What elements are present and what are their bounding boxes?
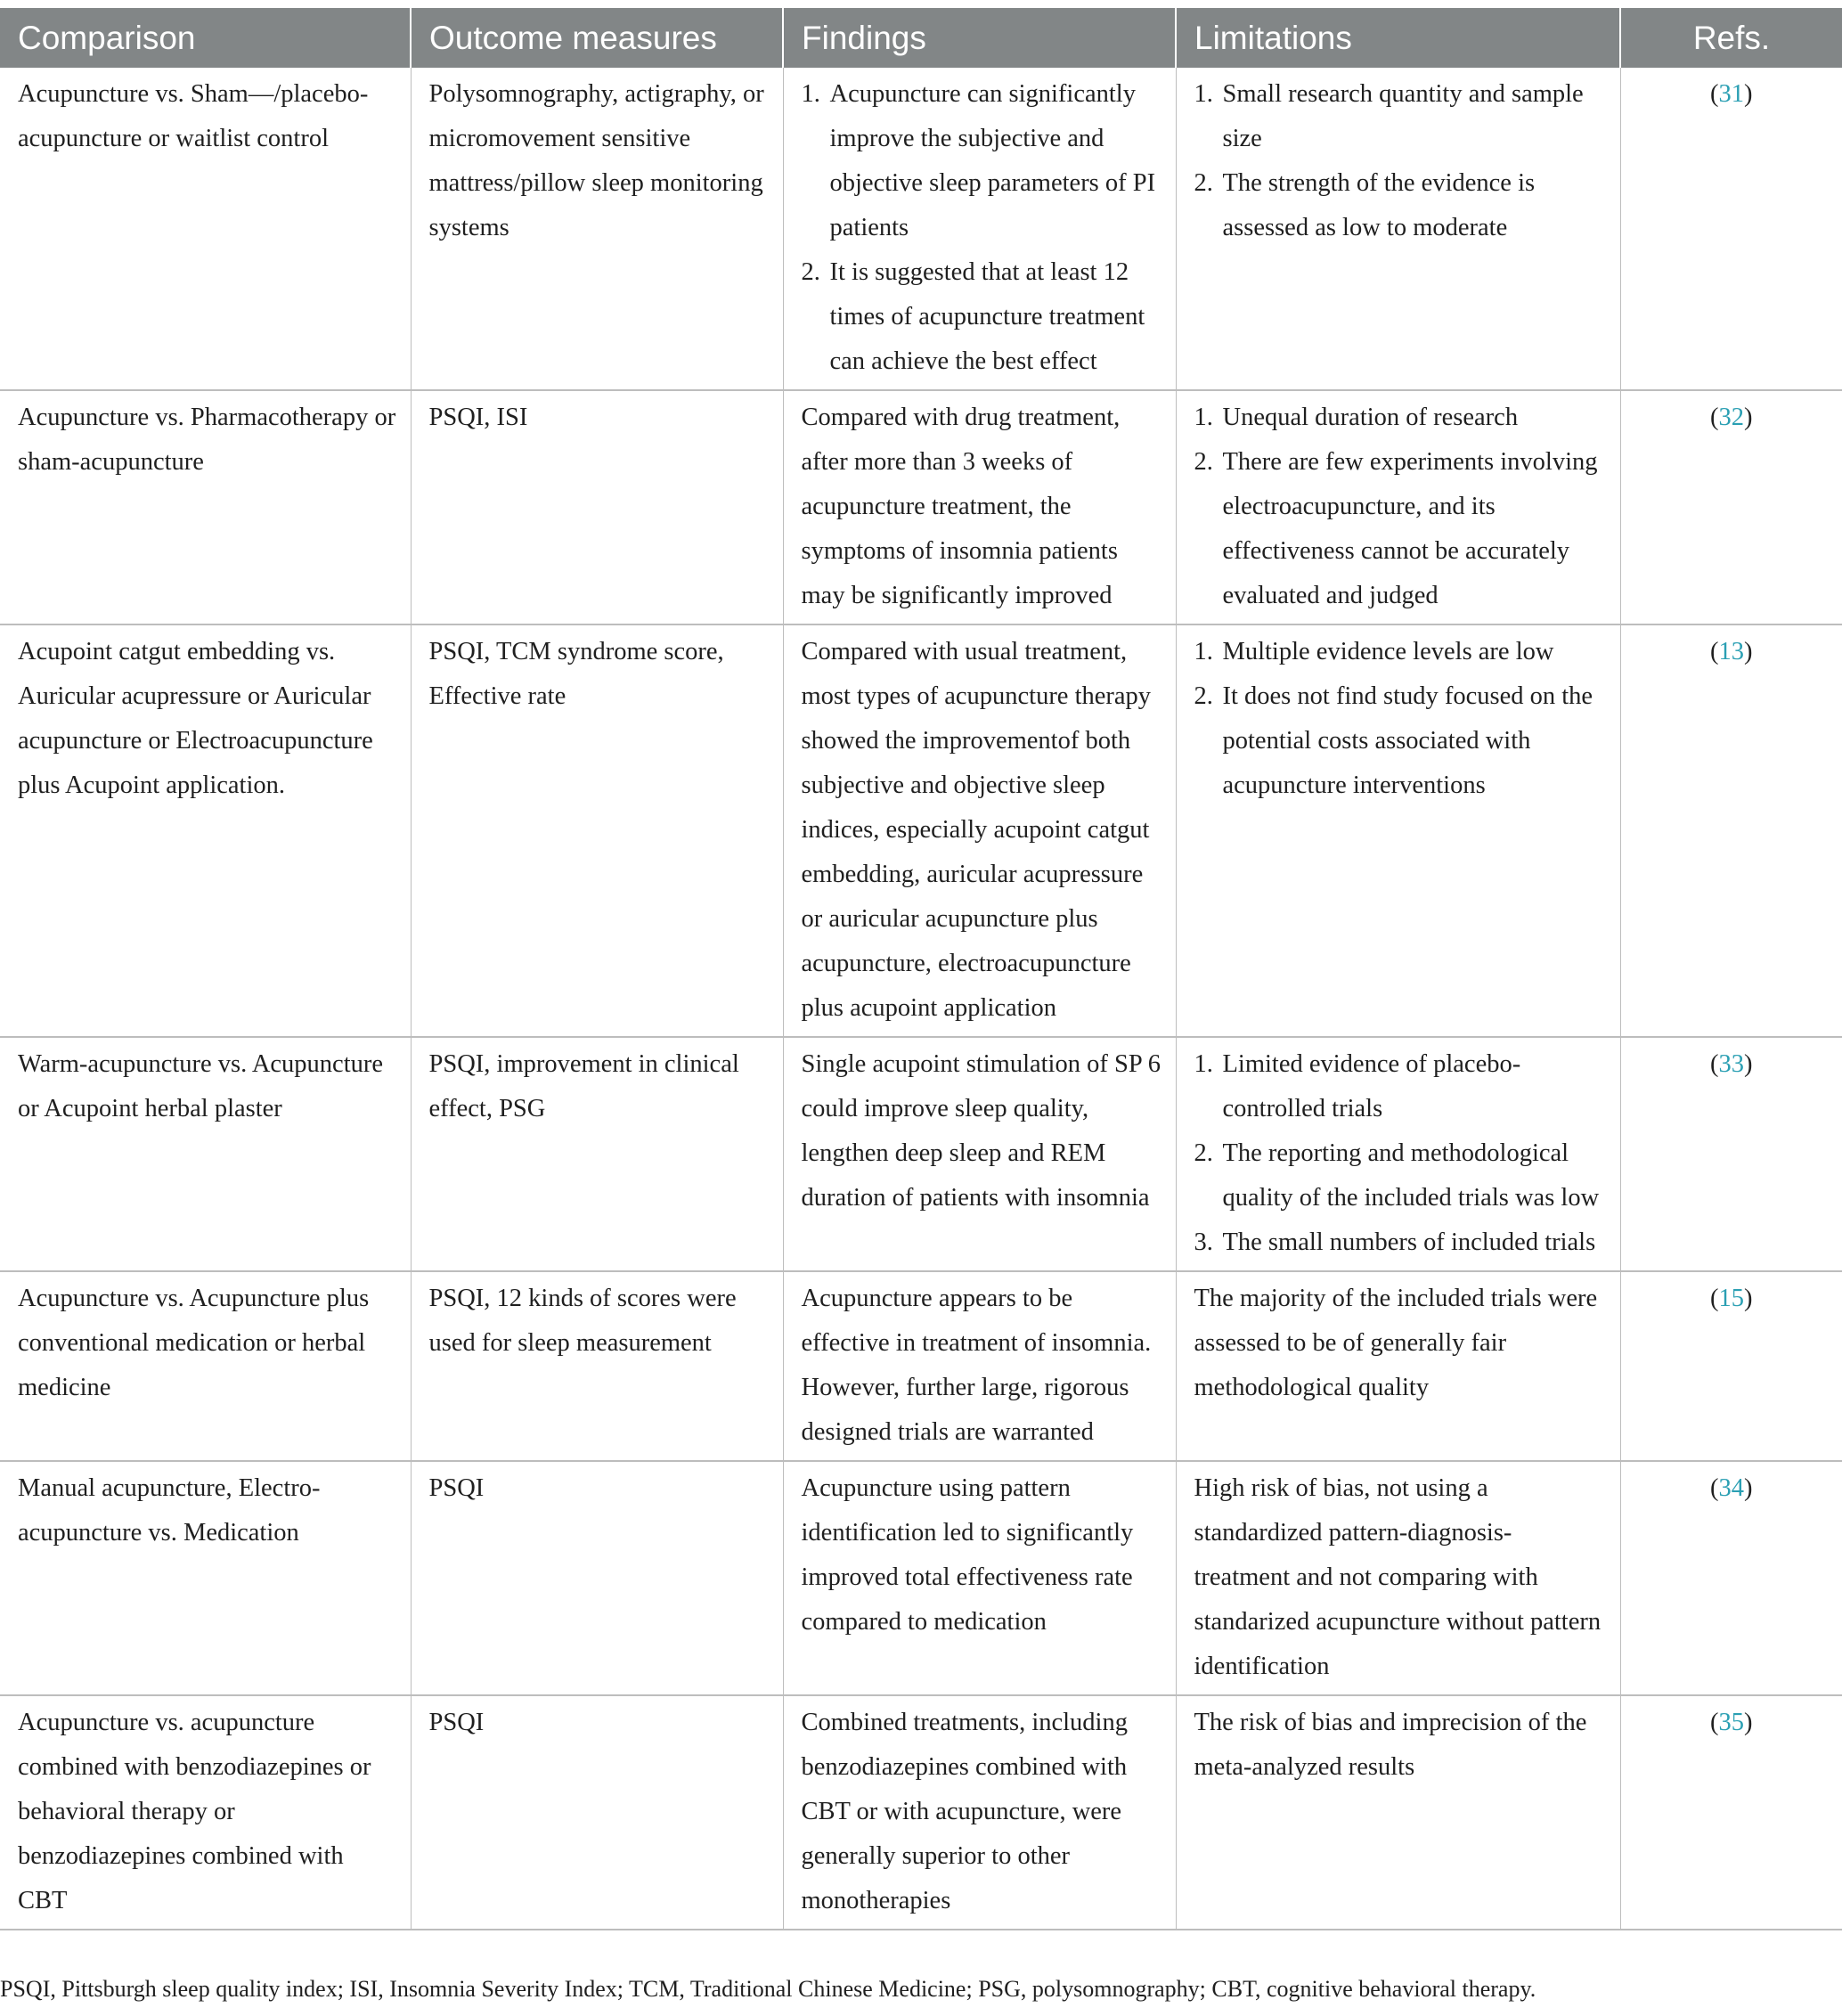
findings-cell: Acupuncture appears to be effective in treatment of insomnia. However, further large, rigorous designed trials are warranted	[783, 1271, 1176, 1461]
table-body	[0, 68, 1842, 1930]
findings-cell: Compared with drug treatment, after more than 3 weeks of acupuncture treatment, the symptoms of insomnia patients may be significantly improved	[783, 390, 1176, 624]
table-header-row	[0, 8, 1842, 68]
comparison-table	[0, 8, 1842, 1930]
refs-cell: (34)	[1620, 1461, 1842, 1695]
limitations-cell	[1176, 390, 1620, 624]
limitations-cell: The majority of the included trials were assessed to be of generally fair methodological quality	[1176, 1271, 1620, 1461]
findings-cell	[783, 68, 1176, 390]
reference-link[interactable]: 13	[1718, 638, 1744, 665]
comparison-cell: Acupuncture vs. Acupuncture plus conventional medication or herbal medicine	[0, 1271, 411, 1461]
table-row	[0, 1271, 1842, 1461]
comparison-cell: Acupoint catgut embedding vs. Auricular acupressure or Auricular acupuncture or Electroacupuncture plus Acupoint application.	[0, 624, 411, 1037]
comparison-cell: Warm-acupuncture vs. Acupuncture or Acupoint herbal plaster	[0, 1037, 411, 1271]
list-item: The strength of the evidence is assessed as low to moderate	[1222, 169, 1536, 241]
table-row	[0, 1037, 1842, 1271]
findings-cell: Single acupoint stimulation of SP 6 could improve sleep quality, lengthen deep sleep and REM duration of patients with insomnia	[783, 1037, 1176, 1271]
header-refs: Refs.	[1620, 8, 1842, 68]
outcome-measures-cell: PSQI	[411, 1695, 783, 1930]
header-limitations: Limitations	[1176, 8, 1620, 68]
list-item: Small research quantity and sample size	[1222, 80, 1584, 152]
limitations-cell: The risk of bias and imprecision of the meta-analyzed results	[1176, 1695, 1620, 1930]
list-item: Unequal duration of research	[1222, 404, 1519, 431]
table-row	[0, 1461, 1842, 1695]
list-item: Multiple evidence levels are low	[1222, 638, 1554, 665]
limitations-cell	[1176, 1037, 1620, 1271]
outcome-measures-cell: PSQI, TCM syndrome score, Effective rate	[411, 624, 783, 1037]
refs-cell: (31)	[1620, 68, 1842, 390]
refs-cell: (33)	[1620, 1037, 1842, 1271]
outcome-measures-cell: Polysomnography, actigraphy, or micromovement sensitive mattress/pillow sleep monitoring systems	[411, 68, 783, 390]
refs-cell: (32)	[1620, 390, 1842, 624]
reference-link[interactable]: 35	[1718, 1709, 1744, 1736]
comparison-cell: Acupuncture vs. Pharmacotherapy or sham-acupuncture	[0, 390, 411, 624]
outcome-measures-cell: PSQI	[411, 1461, 783, 1695]
list-item: It does not find study focused on the potential costs associated with acupuncture interventions	[1222, 682, 1593, 799]
list-item: Acupuncture can significantly improve the subjective and objective sleep parameters of PI patients	[829, 80, 1156, 241]
header-outcome-measures: Outcome measures	[411, 8, 783, 68]
limitations-cell-list	[1194, 396, 1608, 618]
reference-link[interactable]: 32	[1718, 404, 1744, 431]
limitations-cell-list	[1194, 1042, 1608, 1265]
refs-cell: (15)	[1620, 1271, 1842, 1461]
reference-link[interactable]: 33	[1718, 1050, 1744, 1078]
limitations-cell	[1176, 624, 1620, 1037]
table-row	[0, 1695, 1842, 1930]
limitations-cell: High risk of bias, not using a standardized pattern-diagnosis-treatment and not comparing with standarized acupuncture without pattern identification	[1176, 1461, 1620, 1695]
findings-cell: Compared with usual treatment, most types of acupuncture therapy showed the improvementof both subjective and objective sleep indices, especially acupoint catgut embedding, auricular acupressure or auricular acupuncture plus acupuncture, electroacupuncture plus acupoint application	[783, 624, 1176, 1037]
list-item: It is suggested that at least 12 times of acupuncture treatment can achieve the best effect	[829, 258, 1145, 375]
findings-cell: Combined treatments, including benzodiazepines combined with CBT or with acupuncture, were generally superior to other monotherapies	[783, 1695, 1176, 1930]
list-item: There are few experiments involving electroacupuncture, and its effectiveness cannot be accurately evaluated and judged	[1222, 448, 1598, 609]
comparison-cell: Acupuncture vs. Sham—/placebo-acupuncture or waitlist control	[0, 68, 411, 390]
reference-link[interactable]: 34	[1718, 1474, 1744, 1502]
table-row	[0, 68, 1842, 390]
refs-cell: (35)	[1620, 1695, 1842, 1930]
reference-link[interactable]: 31	[1718, 80, 1744, 108]
list-item: The small numbers of included trials	[1222, 1228, 1596, 1256]
reference-link[interactable]: 15	[1718, 1285, 1744, 1312]
findings-cell: Acupuncture using pattern identification led to significantly improved total effectiveness rate compared to medication	[783, 1461, 1176, 1695]
findings-cell-list	[802, 72, 1163, 384]
outcome-measures-cell: PSQI, 12 kinds of scores were used for sleep measurement	[411, 1271, 783, 1461]
header-comparison: Comparison	[0, 8, 411, 68]
list-item: The reporting and methodological quality of the included trials was low	[1222, 1139, 1600, 1212]
limitations-cell	[1176, 68, 1620, 390]
comparison-cell: Acupuncture vs. acupuncture combined with benzodiazepines or behavioral therapy or benzodiazepines combined with CBT	[0, 1695, 411, 1930]
outcome-measures-cell: PSQI, improvement in clinical effect, PSG	[411, 1037, 783, 1271]
refs-cell: (13)	[1620, 624, 1842, 1037]
header-findings: Findings	[783, 8, 1176, 68]
comparison-cell: Manual acupuncture, Electro-acupuncture vs. Medication	[0, 1461, 411, 1695]
limitations-cell-list	[1194, 72, 1608, 250]
list-item: Limited evidence of placebo-controlled trials	[1222, 1050, 1521, 1122]
table-row	[0, 390, 1842, 624]
table-footnote: PSQI, Pittsburgh sleep quality index; ISI, Insomnia Severity Index; TCM, Traditional Chinese Medicine; PSG, polysomnography; CBT, cognitive behavioral therapy.	[0, 1976, 1536, 2002]
table-row	[0, 624, 1842, 1037]
outcome-measures-cell: PSQI, ISI	[411, 390, 783, 624]
limitations-cell-list	[1194, 630, 1608, 808]
